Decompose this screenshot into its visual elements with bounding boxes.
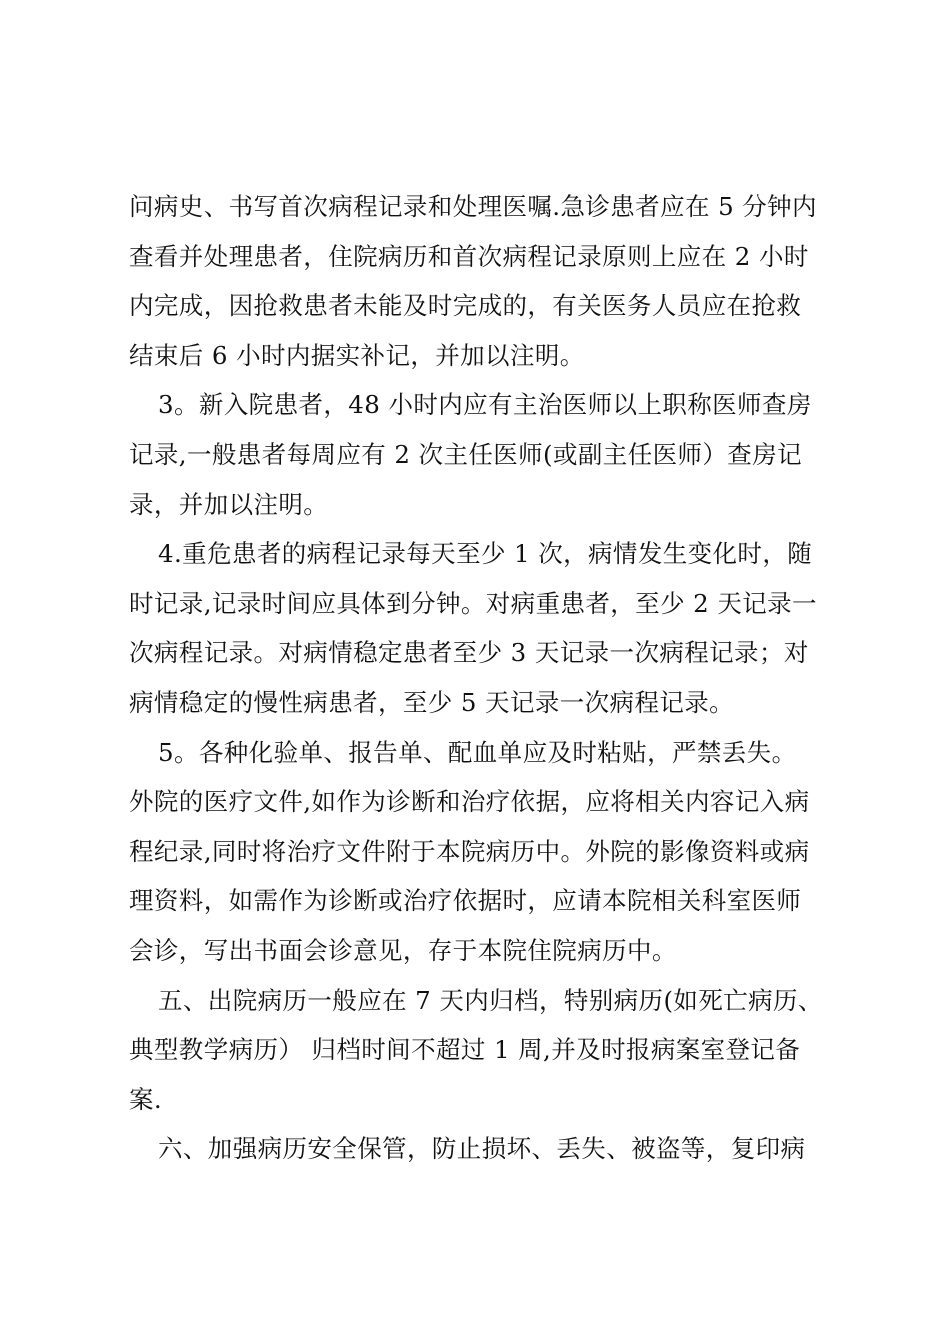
text-line: 六、加强病历安全保管，防止损坏、丢失、被盗等，复印病 xyxy=(158,1134,806,1164)
text-line: 5。各种化验单、报告单、配血单应及时粘贴，严禁丢失。 xyxy=(158,737,797,767)
text-line: 程纪录,同时将治疗文件附于本院病历中。外院的影像资料或病 xyxy=(129,836,810,866)
text-line: 会诊，写出书面会诊意见，存于本院住院病历中。 xyxy=(129,935,677,965)
text-line: 3。新入院患者，48 小时内应有主治医师以上职称医师查房 xyxy=(158,390,812,420)
text-line: 问病史、书写首次病程记录和处理医嘱.急诊患者应在 5 分钟内 xyxy=(129,192,817,221)
text-line: 录，并加以注明。 xyxy=(129,489,329,519)
text-line: 查看并处理患者，住院病历和首次病程记录原则上应在 2 小时 xyxy=(129,241,809,271)
text-line: 理资料，如需作为诊断或治疗依据时，应请本院相关科室医师 xyxy=(129,886,802,916)
text-line: 典型教学病历） 归档时间不超过 1 周,并及时报病案室登记备 xyxy=(129,1035,801,1065)
text-line: 外院的医疗文件,如作为诊断和治疗依据，应将相关内容记入病 xyxy=(129,787,810,817)
text-line: 五、出院病历一般应在 7 天内归档，特别病历(如死亡病历、 xyxy=(158,985,823,1015)
text-line: 4.重危患者的病程记录每天至少 1 次，病情发生变化时，随 xyxy=(158,539,813,569)
text-line: 记录,一般患者每周应有 2 次主任医师(或副主任医师）查房记 xyxy=(129,439,803,469)
text-line: 结束后 6 小时内据实补记，并加以注明。 xyxy=(129,340,585,370)
text-line: 案. xyxy=(129,1084,163,1114)
body-text xyxy=(129,182,829,1174)
text-line: 时记录,记录时间应具体到分钟。对病重患者，至少 2 天记录一 xyxy=(129,588,817,618)
text-line: 内完成，因抢救患者未能及时完成的，有关医务人员应在抢救 xyxy=(129,291,802,321)
text-line: 次病程记录。对病情稳定患者至少 3 天记录一次病程记录；对 xyxy=(129,638,809,668)
text-line: 病情稳定的慢性病患者，至少 5 天记录一次病程记录。 xyxy=(129,687,735,717)
